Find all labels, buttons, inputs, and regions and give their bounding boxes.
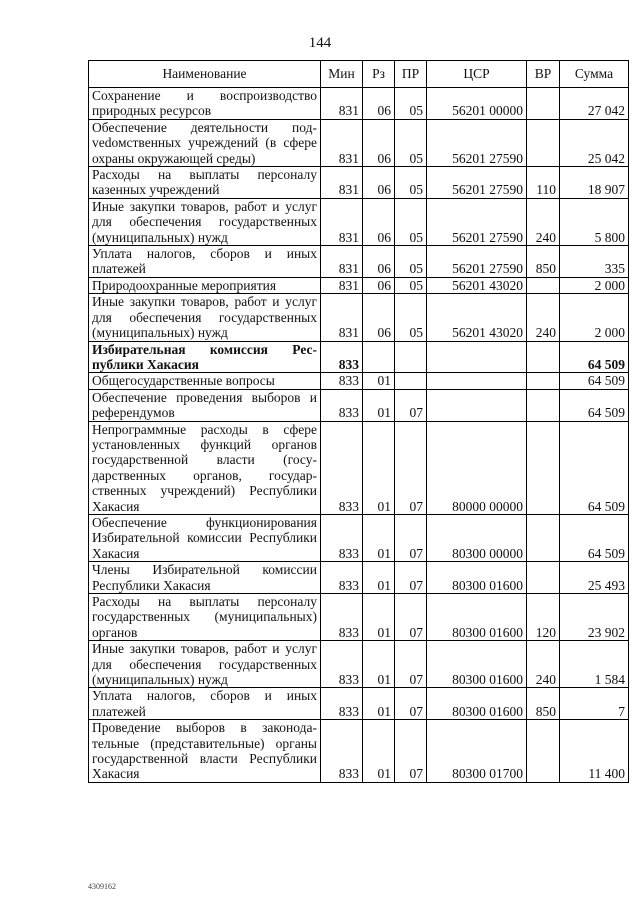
cell-csr: 80000 00000 bbox=[427, 421, 527, 514]
cell-min: 833 bbox=[321, 720, 363, 783]
cell-vr bbox=[527, 119, 560, 166]
cell-pr: 07 bbox=[395, 688, 427, 720]
cell-pr bbox=[395, 373, 427, 389]
cell-pr: 07 bbox=[395, 641, 427, 688]
cell-sum: 27 042 bbox=[560, 88, 629, 120]
cell-name: Уплата налогов, сборов и иных платежей bbox=[89, 688, 321, 720]
cell-sum: 25 493 bbox=[560, 562, 629, 594]
cell-vr bbox=[527, 389, 560, 421]
header-pr: ПР bbox=[395, 61, 427, 88]
cell-csr: 80300 01700 bbox=[427, 720, 527, 783]
cell-csr: 56201 43020 bbox=[427, 277, 527, 293]
cell-pr bbox=[395, 341, 427, 373]
cell-min: 831 bbox=[321, 198, 363, 245]
cell-rz: 06 bbox=[363, 294, 395, 341]
cell-name: Иные закупки товаров, работ и услуг для обеспечения государственных (муниципальных) нужд bbox=[89, 294, 321, 341]
cell-sum: 23 902 bbox=[560, 594, 629, 641]
cell-vr: 240 bbox=[527, 641, 560, 688]
cell-vr: 120 bbox=[527, 594, 560, 641]
cell-rz: 06 bbox=[363, 246, 395, 278]
cell-pr: 07 bbox=[395, 389, 427, 421]
cell-min: 831 bbox=[321, 294, 363, 341]
cell-rz: 01 bbox=[363, 720, 395, 783]
cell-csr: 56201 43020 bbox=[427, 294, 527, 341]
cell-sum: 64 509 bbox=[560, 421, 629, 514]
cell-pr: 05 bbox=[395, 88, 427, 120]
cell-rz: 06 bbox=[363, 119, 395, 166]
cell-csr: 56201 27590 bbox=[427, 119, 527, 166]
table-row bbox=[89, 688, 629, 720]
cell-min: 833 bbox=[321, 373, 363, 389]
cell-vr bbox=[527, 421, 560, 514]
cell-pr: 07 bbox=[395, 514, 427, 561]
header-rz: Рз bbox=[363, 61, 395, 88]
cell-name: Иные закупки товаров, работ и услуг для обеспечения государственных (муниципальных) нужд bbox=[89, 198, 321, 245]
cell-sum: 5 800 bbox=[560, 198, 629, 245]
cell-pr: 07 bbox=[395, 562, 427, 594]
cell-rz: 01 bbox=[363, 421, 395, 514]
cell-vr bbox=[527, 373, 560, 389]
cell-rz: 01 bbox=[363, 389, 395, 421]
cell-name: Обеспечение функционирования Избирательной комиссии Республики Хакасия bbox=[89, 514, 321, 561]
cell-vr bbox=[527, 514, 560, 561]
cell-min: 833 bbox=[321, 562, 363, 594]
cell-csr: 56201 27590 bbox=[427, 198, 527, 245]
cell-min: 833 bbox=[321, 389, 363, 421]
cell-vr: 240 bbox=[527, 294, 560, 341]
cell-name: Уплата налогов, сборов и иных платежей bbox=[89, 246, 321, 278]
cell-pr: 07 bbox=[395, 421, 427, 514]
cell-pr: 05 bbox=[395, 277, 427, 293]
cell-csr: 80300 01600 bbox=[427, 641, 527, 688]
cell-min: 831 bbox=[321, 277, 363, 293]
cell-csr: 56201 27590 bbox=[427, 246, 527, 278]
cell-vr bbox=[527, 277, 560, 293]
cell-pr: 05 bbox=[395, 119, 427, 166]
cell-sum: 64 509 bbox=[560, 373, 629, 389]
cell-pr: 05 bbox=[395, 294, 427, 341]
cell-sum: 25 042 bbox=[560, 119, 629, 166]
table-row bbox=[89, 641, 629, 688]
cell-name: Общегосударственные вопросы bbox=[89, 373, 321, 389]
cell-sum: 2 000 bbox=[560, 277, 629, 293]
cell-min: 833 bbox=[321, 688, 363, 720]
cell-name: Непрограммные расходы в сфере установленных функций органов государственной власти (государственных органов, государственных учреждений) Республики Хакасия bbox=[89, 421, 321, 514]
cell-rz: 06 bbox=[363, 88, 395, 120]
cell-vr bbox=[527, 88, 560, 120]
cell-rz: 06 bbox=[363, 167, 395, 199]
budget-table bbox=[88, 60, 629, 783]
cell-min: 831 bbox=[321, 119, 363, 166]
header-csr: ЦСР bbox=[427, 61, 527, 88]
cell-rz: 06 bbox=[363, 198, 395, 245]
cell-name: Расходы на выплаты персоналу казенных учреждений bbox=[89, 167, 321, 199]
cell-name: Природоохранные мероприятия bbox=[89, 277, 321, 293]
cell-name: Иные закупки товаров, работ и услуг для обеспечения государственных (муниципальных) нужд bbox=[89, 641, 321, 688]
cell-sum: 335 bbox=[560, 246, 629, 278]
table-row bbox=[89, 119, 629, 166]
header-name: Наименование bbox=[89, 61, 321, 88]
cell-min: 833 bbox=[321, 421, 363, 514]
table-row bbox=[89, 341, 629, 373]
cell-vr: 850 bbox=[527, 688, 560, 720]
table-row bbox=[89, 88, 629, 120]
cell-csr: 80300 01600 bbox=[427, 562, 527, 594]
cell-min: 833 bbox=[321, 641, 363, 688]
header-min: Мин bbox=[321, 61, 363, 88]
cell-pr: 05 bbox=[395, 246, 427, 278]
table-row bbox=[89, 389, 629, 421]
cell-pr: 07 bbox=[395, 594, 427, 641]
cell-pr: 05 bbox=[395, 198, 427, 245]
cell-vr: 240 bbox=[527, 198, 560, 245]
cell-min: 833 bbox=[321, 514, 363, 561]
cell-csr: 80300 01600 bbox=[427, 688, 527, 720]
table-row bbox=[89, 373, 629, 389]
cell-sum: 2 000 bbox=[560, 294, 629, 341]
cell-sum: 18 907 bbox=[560, 167, 629, 199]
cell-csr: 56201 27590 bbox=[427, 167, 527, 199]
cell-rz bbox=[363, 341, 395, 373]
cell-sum: 64 509 bbox=[560, 341, 629, 373]
cell-rz: 06 bbox=[363, 277, 395, 293]
cell-sum: 11 400 bbox=[560, 720, 629, 783]
cell-pr: 07 bbox=[395, 720, 427, 783]
cell-vr bbox=[527, 341, 560, 373]
cell-vr: 850 bbox=[527, 246, 560, 278]
cell-min: 833 bbox=[321, 594, 363, 641]
cell-csr: 56201 00000 bbox=[427, 88, 527, 120]
cell-name: Обеспечение проведения выборов и референдумов bbox=[89, 389, 321, 421]
table-header-row bbox=[89, 61, 629, 88]
table-row bbox=[89, 246, 629, 278]
cell-sum: 64 509 bbox=[560, 389, 629, 421]
table-row bbox=[89, 277, 629, 293]
cell-rz: 01 bbox=[363, 641, 395, 688]
table-row bbox=[89, 514, 629, 561]
cell-sum: 7 bbox=[560, 688, 629, 720]
cell-csr bbox=[427, 373, 527, 389]
cell-min: 831 bbox=[321, 88, 363, 120]
cell-vr: 110 bbox=[527, 167, 560, 199]
table-row bbox=[89, 198, 629, 245]
cell-name: Расходы на выплаты персоналу государственных (муниципальных) органов bbox=[89, 594, 321, 641]
cell-vr bbox=[527, 562, 560, 594]
table-row bbox=[89, 167, 629, 199]
cell-csr bbox=[427, 341, 527, 373]
cell-name: Обеспечение деятельности подvedомственных учреждений (в сфере охраны окружающей среды) bbox=[89, 119, 321, 166]
cell-min: 833 bbox=[321, 341, 363, 373]
footer-code: 4309162 bbox=[88, 882, 116, 891]
cell-csr: 80300 00000 bbox=[427, 514, 527, 561]
cell-pr: 05 bbox=[395, 167, 427, 199]
table-row bbox=[89, 294, 629, 341]
table-row bbox=[89, 720, 629, 783]
cell-name: Проведение выборов в законодательные (представительные) органы государственной власти Республики Хакасия bbox=[89, 720, 321, 783]
cell-sum: 64 509 bbox=[560, 514, 629, 561]
cell-sum: 1 584 bbox=[560, 641, 629, 688]
table-row bbox=[89, 562, 629, 594]
cell-rz: 01 bbox=[363, 594, 395, 641]
cell-name: Сохранение и воспроизводство природных ресурсов bbox=[89, 88, 321, 120]
cell-rz: 01 bbox=[363, 514, 395, 561]
header-vr: ВР bbox=[527, 61, 560, 88]
cell-rz: 01 bbox=[363, 688, 395, 720]
page-number: 144 bbox=[308, 35, 332, 51]
cell-name: Члены Избирательной комиссии Республики Хакасия bbox=[89, 562, 321, 594]
cell-vr bbox=[527, 720, 560, 783]
cell-rz: 01 bbox=[363, 562, 395, 594]
cell-rz: 01 bbox=[363, 373, 395, 389]
table-row bbox=[89, 421, 629, 514]
cell-min: 831 bbox=[321, 167, 363, 199]
table-body bbox=[89, 88, 629, 783]
cell-min: 831 bbox=[321, 246, 363, 278]
table-row bbox=[89, 594, 629, 641]
cell-name: Избирательная комиссия Республики Хакасия bbox=[89, 341, 321, 373]
cell-csr bbox=[427, 389, 527, 421]
cell-csr: 80300 01600 bbox=[427, 594, 527, 641]
header-sum: Сумма bbox=[560, 61, 629, 88]
